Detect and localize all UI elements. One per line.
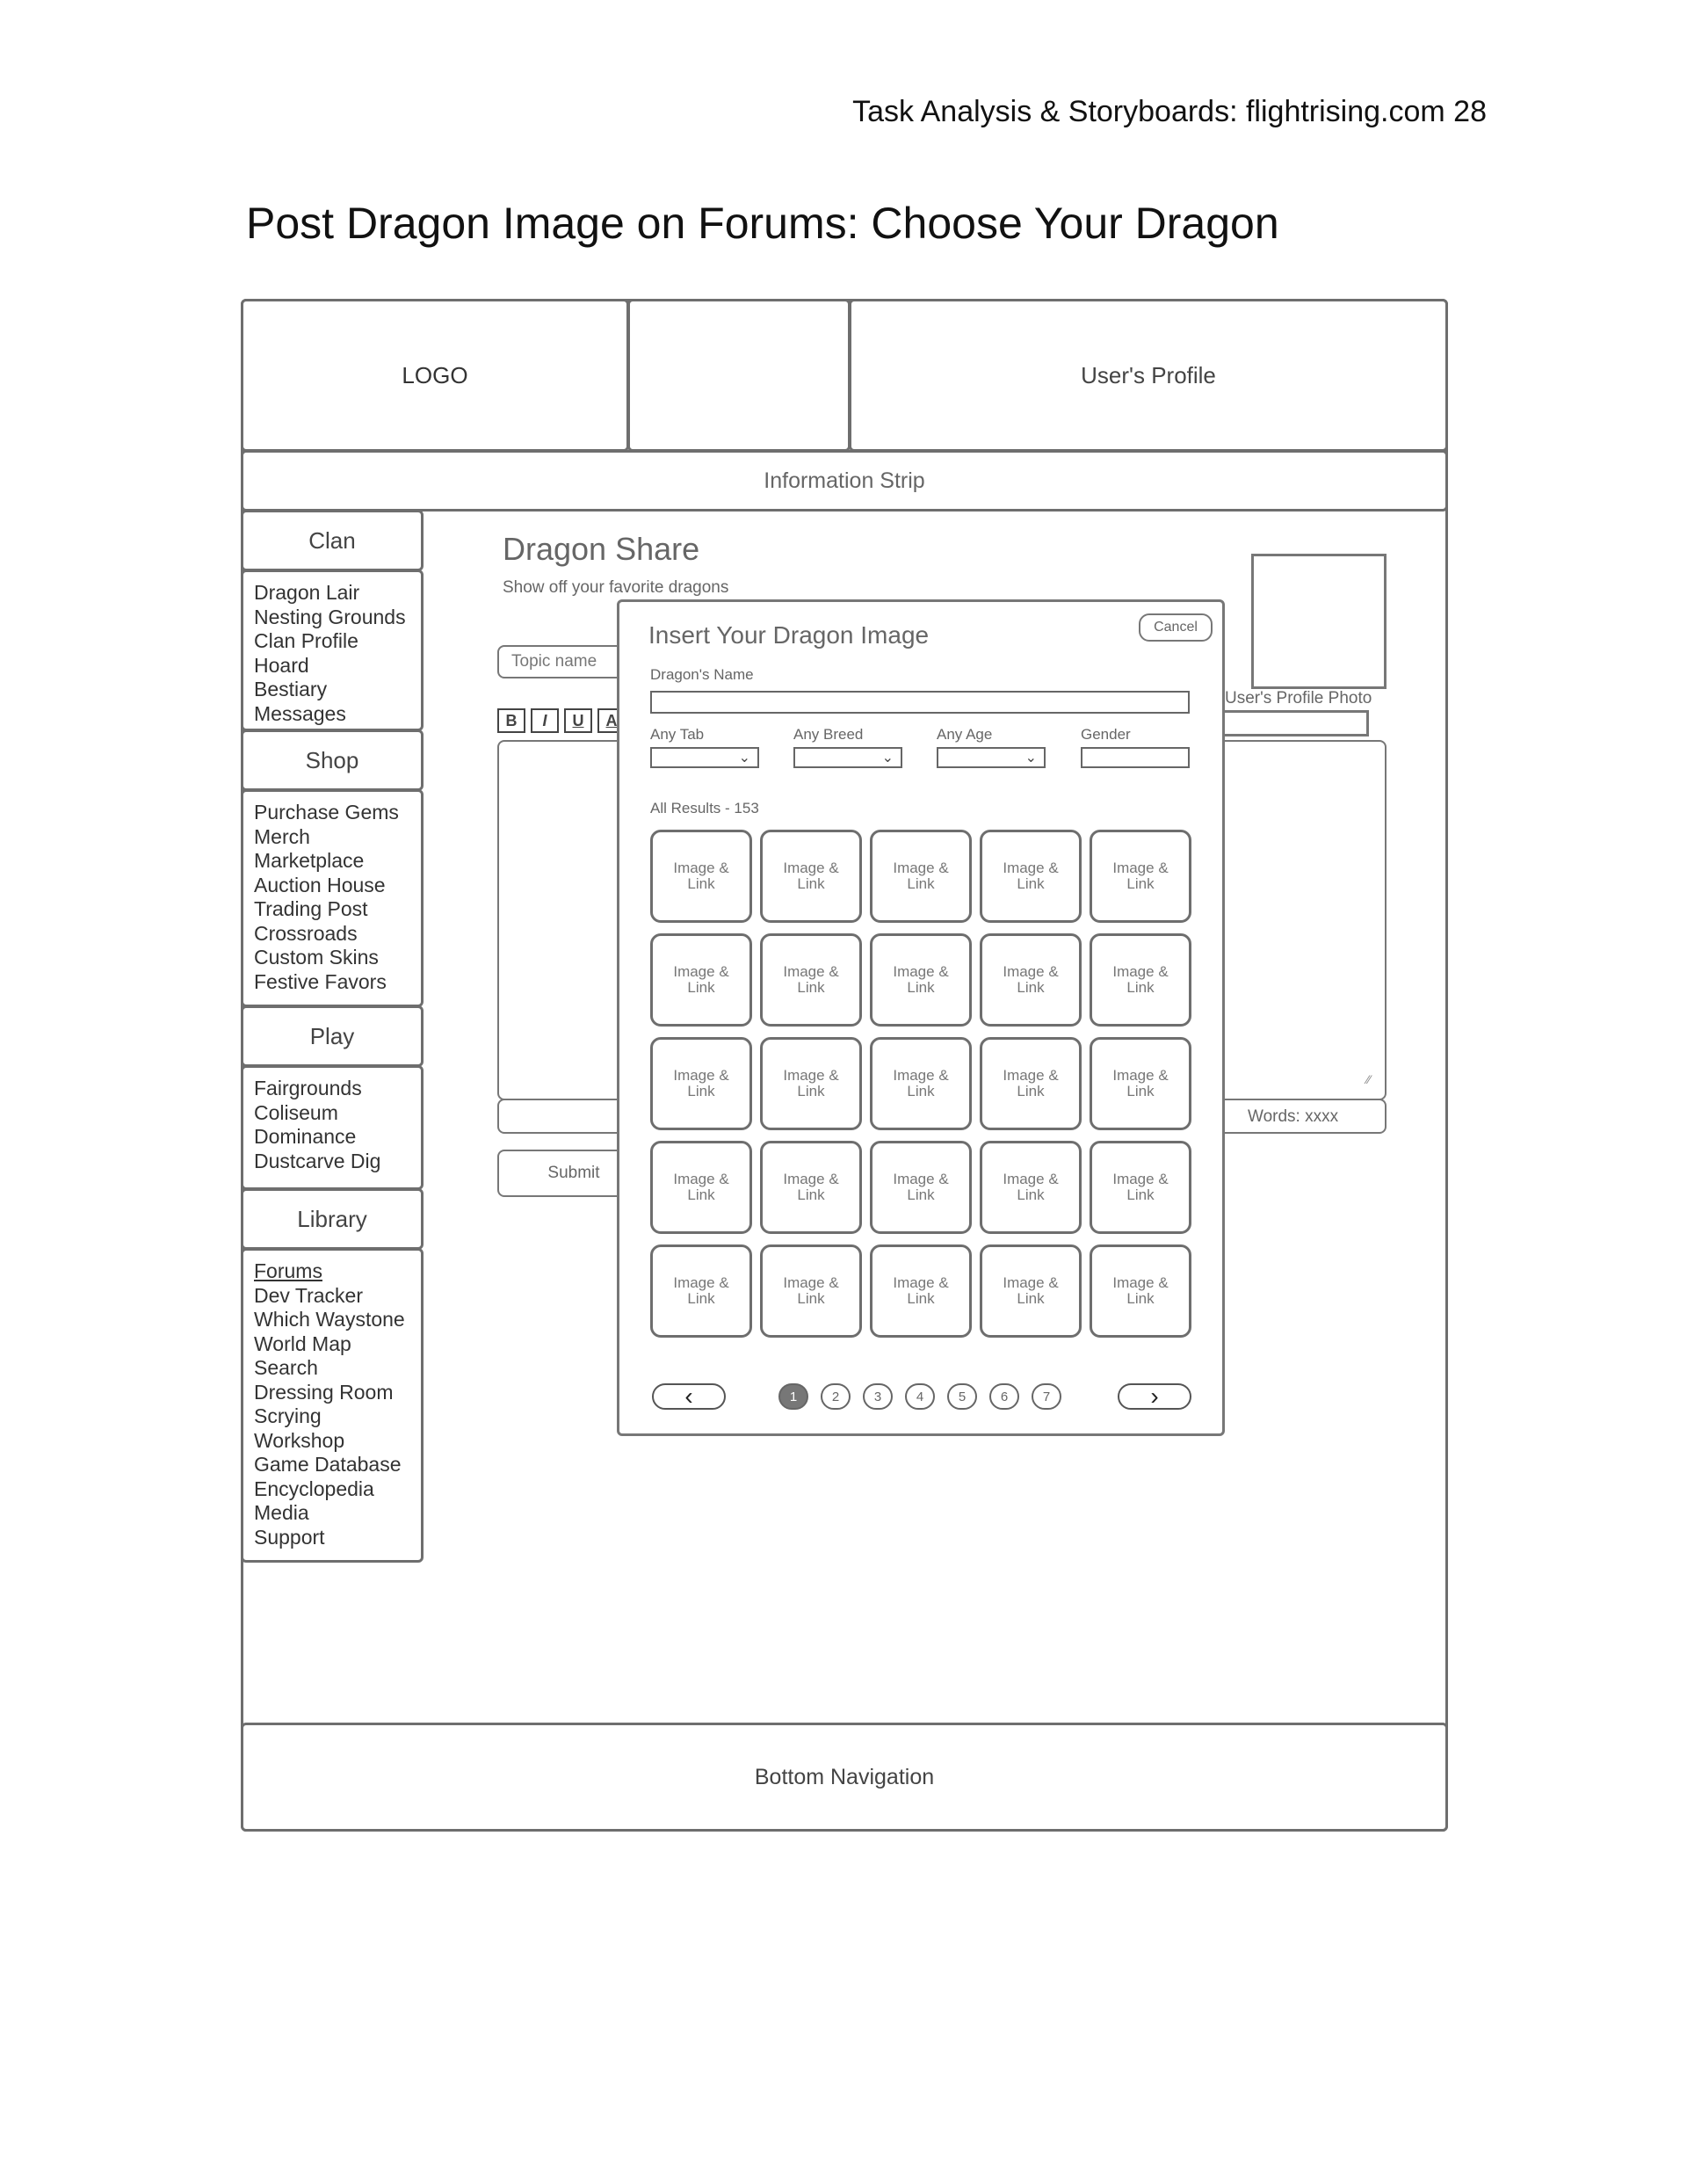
sidebar-item-fairgrounds[interactable]: Fairgrounds [254,1077,362,1099]
dragon-name-label: Dragon's Name [650,666,754,683]
sidebar-item-dominance[interactable]: Dominance [254,1125,357,1148]
chevron-down-icon: ⌄ [881,751,894,765]
sidebar-title-clan[interactable]: Clan [241,510,424,571]
sidebar-title-shop[interactable]: Shop [241,729,424,791]
page-button-7[interactable]: 7 [1032,1383,1061,1410]
sidebar-list-library [241,1248,424,1563]
word-count: Words: xxxx [1248,1107,1339,1126]
sidebar-item-festive-favors[interactable]: Festive Favors [254,969,387,993]
chevron-down-icon: ⌄ [738,751,750,765]
sidebar-item-purchase-gems[interactable]: Purchase Gems [254,801,399,824]
filter-label-breed: Any Breed [793,726,864,743]
sidebar-item-dev-tracker[interactable]: Dev Tracker [254,1283,363,1307]
dragon-image-link[interactable]: Image & Link [870,830,972,923]
sidebar-item-forums[interactable]: Forums [254,1259,322,1282]
dragon-image-link[interactable]: Image & Link [980,1244,1082,1338]
dragon-image-link[interactable]: Image & Link [650,1141,752,1234]
dragon-image-link[interactable]: Image & Link [760,1037,862,1130]
dragon-image-link[interactable]: Image & Link [1090,830,1191,923]
page-button-4[interactable]: 4 [905,1383,935,1410]
dragon-image-link[interactable]: Image & Link [760,1244,862,1338]
sidebar-item-auction-house[interactable]: Auction House [254,873,386,896]
dragon-image-link[interactable]: Image & Link [650,1244,752,1338]
sidebar-item-coliseum[interactable]: Coliseum [254,1100,338,1124]
dragon-image-link[interactable]: Image & Link [980,1037,1082,1130]
content-title: Dragon Share [503,531,700,567]
dragon-image-link[interactable]: Image & Link [1090,1037,1191,1130]
topic-name-placeholder: Topic name [511,652,597,671]
sidebar-list-play [241,1065,424,1190]
dragon-image-link[interactable]: Image & Link [980,933,1082,1027]
sidebar-item-dragon-lair[interactable]: Dragon Lair [254,581,360,604]
dragon-image-link[interactable]: Image & Link [870,1244,972,1338]
filter-label-gender: Gender [1081,726,1131,743]
sidebar-item-support[interactable]: Support [254,1525,325,1549]
dragon-image-link[interactable]: Image & Link [870,933,972,1027]
sidebar-item-crossroads[interactable]: Crossroads [254,921,358,945]
sidebar-item-nesting-grounds[interactable]: Nesting Grounds [254,605,406,628]
dragon-image-link[interactable]: Image & Link [980,830,1082,923]
results-count: All Results - 153 [650,800,759,816]
sidebar-list-clan [241,570,424,731]
text-color-button[interactable]: A [597,708,626,733]
sidebar-item-marketplace[interactable]: Marketplace [254,849,365,872]
page-header: Task Analysis & Storyboards: flightrising.com 28 [852,95,1487,128]
page-title: Post Dragon Image on Forums: Choose Your Dragon [246,199,1279,248]
page-button-5[interactable]: 5 [947,1383,977,1410]
dragon-image-link[interactable]: Image & Link [650,830,752,923]
chevron-left-icon: ‹ [684,1382,693,1410]
sidebar-title-play[interactable]: Play [241,1005,424,1067]
sidebar-item-game-database[interactable]: Game Database [254,1453,402,1476]
filter-label-age: Any Age [937,726,993,743]
breed-select[interactable] [793,747,902,768]
format-toolbar [497,708,626,733]
page-button-3[interactable]: 3 [863,1383,893,1410]
sidebar-item-trading-post[interactable]: Trading Post [254,897,368,920]
sidebar-item-media[interactable]: Media [254,1501,309,1524]
sidebar-item-workshop[interactable]: Workshop [254,1428,345,1452]
chevron-down-icon: ⌄ [1025,751,1037,765]
sidebar-item-encyclopedia[interactable]: Encyclopedia [254,1477,374,1500]
gender-select[interactable] [1081,747,1190,768]
sidebar-item-custom-skins[interactable]: Custom Skins [254,946,379,969]
profile-name-field[interactable] [1221,710,1369,736]
italic-button[interactable]: I [531,708,559,733]
dragon-image-link[interactable]: Image & Link [1090,1244,1191,1338]
profile-photo-label: User's Profile Photo [1225,689,1372,707]
dragon-image-link[interactable]: Image & Link [650,933,752,1027]
sidebar-list-shop [241,789,424,1007]
dragon-image-grid [650,830,1191,1341]
sidebar-item-which-waystone[interactable]: Which Waystone [254,1308,405,1331]
sidebar-item-dressing-room[interactable]: Dressing Room [254,1380,394,1404]
user-profile-link[interactable]: User's Profile [849,299,1448,452]
information-strip: Information Strip [241,450,1448,512]
resize-handle-icon[interactable]: ⁄⁄ [1366,1072,1371,1086]
page-button-6[interactable]: 6 [989,1383,1019,1410]
header-spacer [627,299,851,452]
dragon-image-link[interactable]: Image & Link [870,1037,972,1130]
dragon-image-link[interactable]: Image & Link [760,830,862,923]
sidebar-item-search[interactable]: Search [254,1356,318,1379]
dragon-image-link[interactable]: Image & Link [760,933,862,1027]
dragon-image-link[interactable]: Image & Link [1090,1141,1191,1234]
profile-photo [1251,554,1387,689]
sidebar-item-world-map[interactable]: World Map [254,1331,351,1355]
dragon-image-link[interactable]: Image & Link [650,1037,752,1130]
sidebar-item-dustcarve-dig[interactable]: Dustcarve Dig [254,1149,381,1172]
sidebar-item-merch[interactable]: Merch [254,824,310,848]
prev-page-button[interactable] [652,1383,726,1410]
dragon-name-input[interactable] [650,691,1190,714]
bold-button[interactable]: B [497,708,525,733]
sidebar-item-messages[interactable]: Messages [254,701,346,725]
topic-name-input[interactable] [497,645,629,678]
sidebar-title-library[interactable]: Library [241,1188,424,1250]
dragon-image-link[interactable]: Image & Link [760,1141,862,1234]
dragon-image-link[interactable]: Image & Link [870,1141,972,1234]
modal-title: Insert Your Dragon Image [648,621,930,649]
sidebar-item-clan-profile[interactable]: Clan Profile [254,629,358,652]
cancel-button[interactable]: Cancel [1139,613,1213,642]
submit-button[interactable]: Submit [497,1150,650,1197]
sidebar-item-scrying[interactable]: Scrying [254,1404,322,1427]
dragon-image-link[interactable]: Image & Link [980,1141,1082,1234]
chevron-right-icon: › [1150,1382,1159,1410]
sidebar-item-bestiary[interactable]: Bestiary [254,678,328,700]
content-subtitle: Show off your favorite dragons [503,578,729,597]
page-button-2[interactable]: 2 [821,1383,851,1410]
sidebar-item-hoard[interactable]: Hoard [254,653,309,677]
next-page-button[interactable] [1118,1383,1191,1410]
logo[interactable]: LOGO [241,299,629,452]
pagination [778,1383,1061,1410]
bottom-navigation[interactable]: Bottom Navigation [241,1723,1448,1832]
dragon-image-link[interactable]: Image & Link [1090,933,1191,1027]
tab-select[interactable] [650,747,759,768]
age-select[interactable] [937,747,1046,768]
filter-label-tab: Any Tab [650,726,705,743]
page-button-1[interactable]: 1 [778,1383,808,1410]
underline-button[interactable]: U [564,708,592,733]
